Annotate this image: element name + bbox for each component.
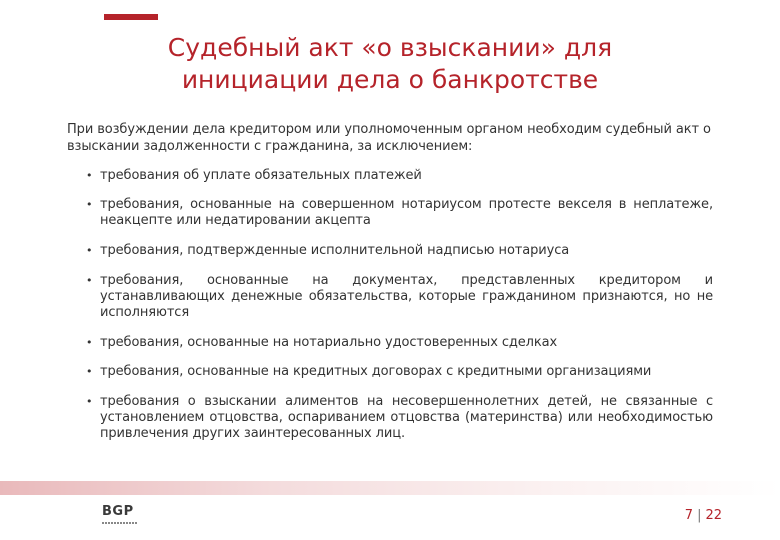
page-number	[685, 508, 722, 523]
slide-title	[110, 32, 670, 96]
list-item-text: требования о взыскании алиментов на несовершеннолетних детей, не связанные с установлением отцовства, оспариванием отцовства (материнства) или необходимостью привлечения других заинтересованных лиц.	[100, 394, 713, 441]
list-item	[86, 364, 713, 380]
bullet-icon: •	[86, 274, 93, 287]
page-current: 7	[684, 508, 694, 523]
logo-text: BGP	[102, 504, 134, 519]
logo-subline	[102, 522, 138, 524]
list-item	[86, 197, 713, 229]
bullet-icon: •	[86, 365, 93, 378]
list-item-text: требования, основанные на нотариально удостоверенных сделках	[100, 335, 558, 350]
list-item	[86, 168, 713, 184]
bullet-icon: •	[86, 198, 93, 211]
slide-title-line-1: Судебный акт «о взыскании» для	[167, 33, 613, 62]
list-item-text: требования, основанные на совершенном нотариусом протесте векселя в неплатеже, неакцепте или недатировании акцепта	[100, 197, 713, 228]
list-item-text: требования, подтвержденные исполнительной надписью нотариуса	[100, 243, 570, 258]
title-accent-bar	[104, 14, 158, 20]
page-total: 22	[705, 508, 722, 523]
intro-paragraph: При возбуждении дела кредитором или уполномоченным органом необходим судебный акт о взыскании задолженности с гражданина, за исключением:	[67, 122, 711, 154]
page-separator: |	[697, 508, 702, 523]
list-item-text: требования, основанные на кредитных договорах с кредитными организациями	[100, 364, 652, 379]
footer-gradient-band	[0, 481, 780, 495]
exceptions-list	[86, 168, 713, 442]
bullet-icon: •	[86, 395, 93, 408]
list-item	[86, 335, 713, 351]
bullet-icon: •	[86, 169, 93, 182]
slide-title-line-2: инициации дела о банкротстве	[181, 65, 599, 94]
list-item-text: требования об уплате обязательных платежей	[100, 168, 422, 183]
list-item	[86, 243, 713, 259]
list-item	[86, 394, 713, 442]
bullet-icon: •	[86, 244, 93, 257]
list-item	[86, 273, 713, 321]
bgp-logo	[102, 505, 142, 533]
list-item-text: требования, основанные на документах, представленных кредитором и устанавливающих денежные обязательства, которые гражданином признаются, но не исполняются	[100, 273, 713, 320]
bullet-icon: •	[86, 336, 93, 349]
